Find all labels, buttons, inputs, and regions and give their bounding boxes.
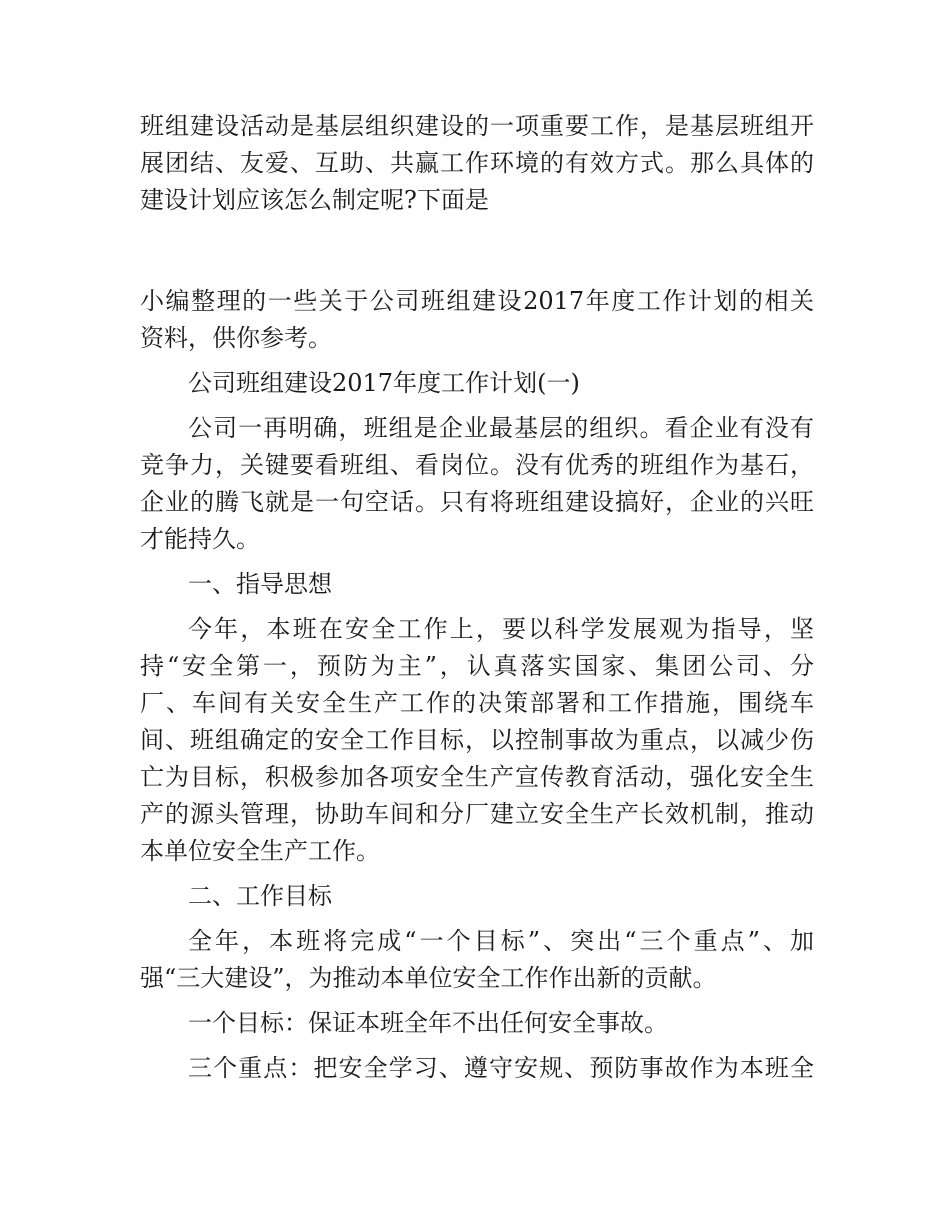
- section-1-heading: 一、指导思想: [188, 570, 332, 598]
- paragraph-2-line-1: 今年，本班在安全工作上，要以科学发展观为指导，坚: [188, 615, 814, 643]
- section-2-heading: 二、工作目标: [188, 882, 332, 910]
- paragraph-3-line-1: 全年，本班将完成“一个目标”、突出“三个重点”、加: [188, 927, 814, 955]
- paragraph-2-line-6: 产的源头管理，协助车间和分厂建立安全生产长效机制，推动: [140, 800, 814, 828]
- goal-line: 一个目标：保证本班全年不出任何安全事故。: [188, 1009, 668, 1037]
- paragraph-3-line-2: 强“三大建设”，为推动本单位安全工作作出新的贡献。: [140, 964, 717, 992]
- plan-heading: 公司班组建设2017年度工作计划(一): [188, 369, 580, 397]
- intro-line-4: 小编整理的一些关于公司班组建设2017年度工作计划的相关: [140, 287, 814, 315]
- intro-line-5: 资料，供你参考。: [140, 324, 332, 352]
- intro-line-2: 展团结、友爱、互助、共赢工作环境的有效方式。那么具体的: [140, 149, 814, 177]
- paragraph-1-line-1: 公司一再明确，班组是企业最基层的组织。看企业有没有: [188, 414, 814, 442]
- focus-line: 三个重点：把安全学习、遵守安规、预防事故作为本班全: [188, 1054, 814, 1082]
- paragraph-2-line-2: 持“安全第一，预防为主”，认真落实国家、集团公司、分: [140, 652, 814, 680]
- paragraph-2-line-4: 间、班组确定的安全工作目标，以控制事故为重点，以减少伤: [140, 726, 814, 754]
- paragraph-1-line-2: 竞争力，关键要看班组、看岗位。没有优秀的班组作为基石，: [140, 451, 814, 479]
- paragraph-2-line-5: 亡为目标，积极参加各项安全生产宣传教育活动，强化安全生: [140, 763, 814, 791]
- paragraph-1-line-3: 企业的腾飞就是一句空话。只有将班组建设搞好，企业的兴旺: [140, 488, 814, 516]
- paragraph-1-line-4: 才能持久。: [140, 525, 260, 553]
- document-body: [140, 108, 814, 1087]
- intro-line-1: 班组建设活动是基层组织建设的一项重要工作，是基层班组开: [140, 112, 814, 140]
- paragraph-2-line-7: 本单位安全生产工作。: [140, 837, 380, 865]
- intro-line-3: 建设计划应该怎么制定呢?下面是: [140, 186, 489, 214]
- paragraph-2-line-3: 厂、车间有关安全生产工作的决策部署和工作措施，围绕车: [140, 689, 814, 717]
